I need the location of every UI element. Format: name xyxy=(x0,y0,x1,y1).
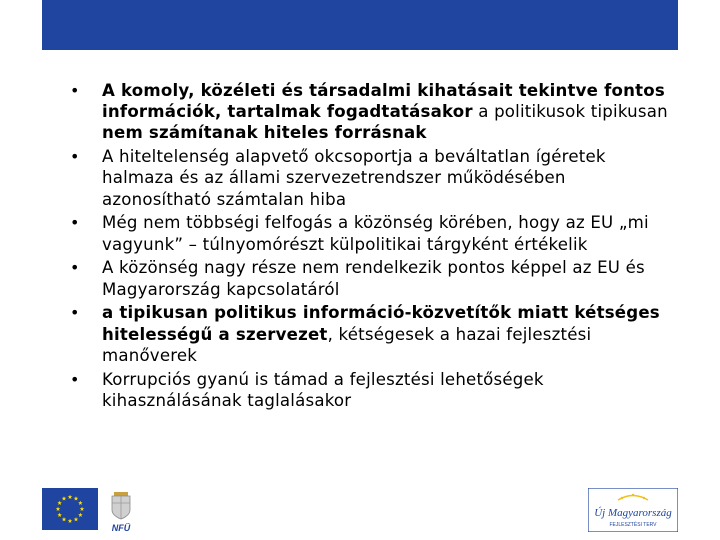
uj-label: Új Magyarország xyxy=(594,507,672,519)
eu-star-icon xyxy=(74,496,79,500)
eu-star-icon xyxy=(57,513,62,517)
bullet-dot-icon: • xyxy=(70,369,80,389)
eu-star-icon xyxy=(74,517,79,521)
bullet-text: a politikusok tipikusan xyxy=(472,102,668,122)
eu-star-icon xyxy=(62,496,67,500)
eu-star-icon xyxy=(78,513,83,517)
bullet-item xyxy=(60,80,680,144)
bullet-dot-icon: • xyxy=(70,81,80,100)
eu-star-icon xyxy=(56,507,61,511)
bullet-text: Korrupciós gyanú is támad a fejlesztési lehetőségek kihasználásának taglalásakor xyxy=(102,369,544,410)
bullet-text: A hiteltelenség alapvető okcsoportja a beváltatlan ígéretek halmaza és az állami szervezetrendszer működésében azonosítható számtalan hiba xyxy=(102,147,606,209)
bullet-list xyxy=(60,80,680,411)
bullet-item xyxy=(60,146,680,210)
eu-stars-icon xyxy=(42,488,98,530)
bullet-text: nem számítanak hiteles forrásnak xyxy=(102,123,427,143)
bullet-item xyxy=(60,257,680,299)
bullet-text: Még nem többségi felfogás a közönség körében, hogy az EU „mi vagyunk” – túlnyomórészt külpolitikai tárgyként értékelik xyxy=(102,213,649,254)
bullet-text: , kétségesek a hazai fejlesztési manőverek xyxy=(102,324,592,365)
bullet-item xyxy=(60,369,680,411)
nfu-label: NFÜ xyxy=(111,523,131,533)
bullet-dot-icon: • xyxy=(70,147,80,167)
eu-star-icon xyxy=(57,501,62,505)
bullet-dot-icon: • xyxy=(70,258,80,278)
eu-star-icon xyxy=(80,507,85,511)
content-area xyxy=(60,80,680,414)
footer xyxy=(0,480,720,540)
header-band xyxy=(42,0,678,50)
uj-sub-label: FEJLESZTÉSI TERV xyxy=(609,522,657,528)
eu-star-icon xyxy=(78,501,83,505)
eu-star-icon xyxy=(68,495,73,499)
eu-star-icon xyxy=(62,517,67,521)
bullet-item xyxy=(60,302,680,366)
eu-star-icon xyxy=(68,519,73,523)
bullet-text: A komoly, közéleti és társadalmi kihatásait tekintve fontos információk, tartalmak fogadtatásakor xyxy=(102,81,665,122)
bullet-text: A közönség nagy része nem rendelkezik pontos képpel az EU és Magyarország kapcsolatáról xyxy=(102,258,645,299)
uj-magyarorszag-logo xyxy=(588,488,678,532)
bullet-item xyxy=(60,212,680,254)
bullet-text: a tipikusan politikus információ-közvetítők miatt kétséges hitelességű a szervezet xyxy=(102,303,660,344)
bullet-dot-icon: • xyxy=(70,303,80,323)
bullet-dot-icon: • xyxy=(70,213,80,233)
nfu-logo xyxy=(106,486,136,534)
eu-flag-icon xyxy=(42,488,98,530)
